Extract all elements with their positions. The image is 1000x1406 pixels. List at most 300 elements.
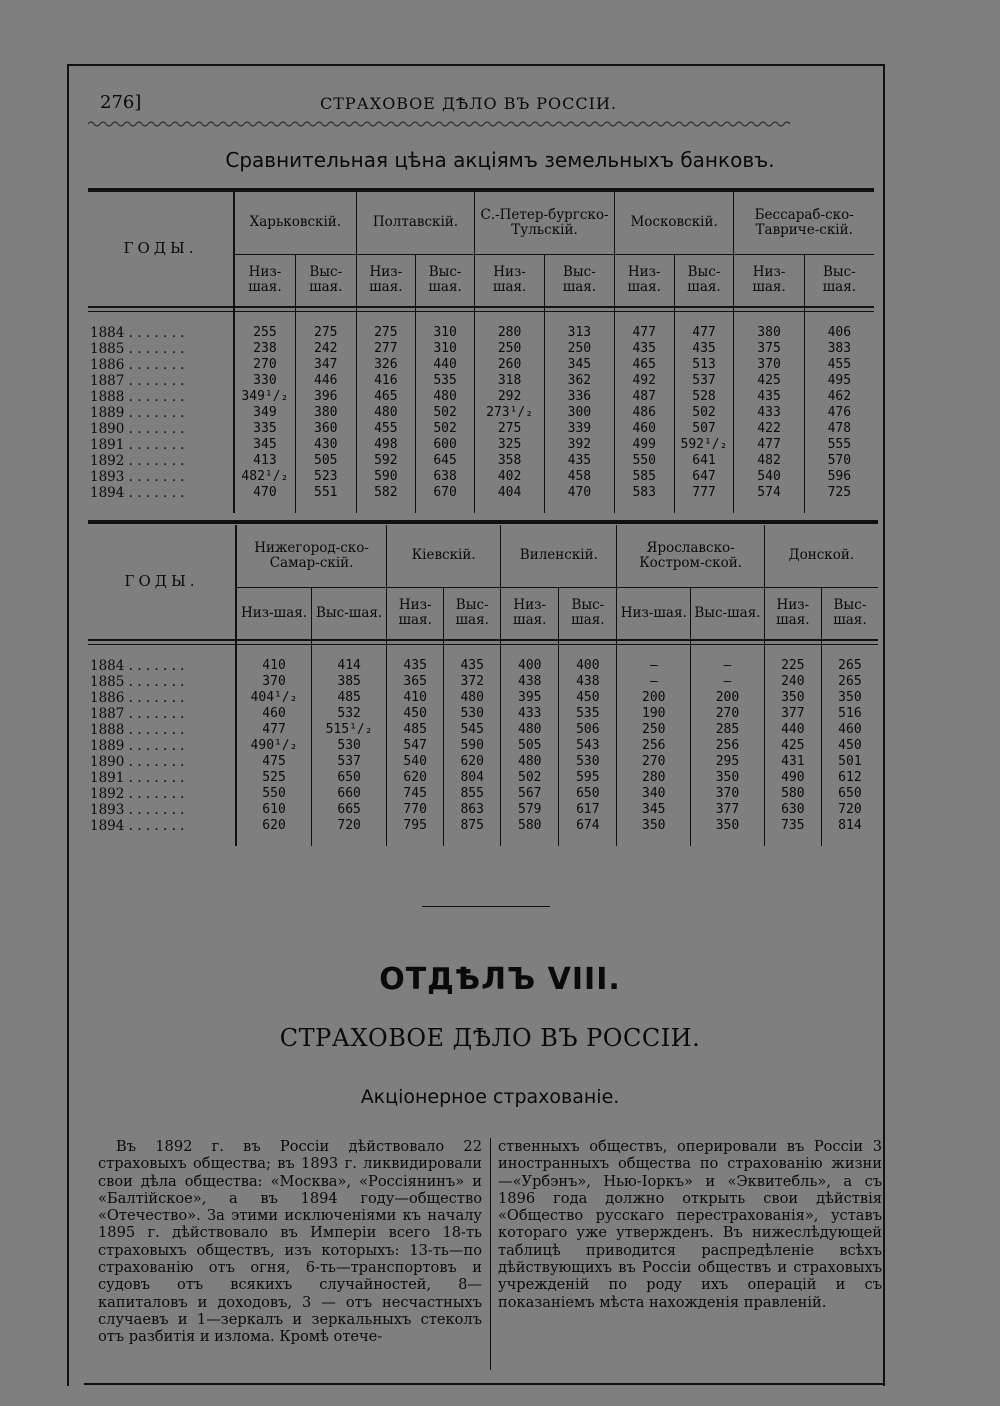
price-cell: 477 <box>236 722 312 738</box>
year-label: 1893 <box>90 468 125 485</box>
price-cell: 350 <box>691 818 765 834</box>
bank-header: Полтавскій. <box>356 192 475 254</box>
price-cell: 435 <box>674 341 734 357</box>
price-cell: 350 <box>838 689 862 705</box>
year-cell <box>88 341 234 357</box>
price-cell: 490 <box>764 770 821 786</box>
year-label: 1890 <box>90 420 125 437</box>
column-divider <box>490 1138 491 1370</box>
price-cell: 380 <box>734 325 804 341</box>
years-header: ГОДЫ. <box>88 525 236 639</box>
table-row <box>88 437 874 453</box>
price-cell: 438 <box>501 674 559 690</box>
price-cell: 200 <box>691 690 765 706</box>
price-cell: 515¹/₂ <box>312 722 387 738</box>
price-cell: 580 <box>501 818 559 834</box>
leader-dots: . . . . . . . <box>124 801 185 818</box>
table-row <box>88 485 874 501</box>
table-row <box>88 469 874 485</box>
price-cell: 777 <box>674 485 734 501</box>
price-cell: 270 <box>691 706 765 722</box>
price-cell: 350 <box>764 690 821 706</box>
table-row <box>88 325 874 341</box>
table-row <box>88 818 878 834</box>
year-cell <box>88 802 236 818</box>
price-cell: — <box>617 658 691 674</box>
price-cell: 438 <box>559 674 617 690</box>
year-label: 1887 <box>90 705 125 722</box>
year-label: 1887 <box>90 372 125 389</box>
price-cell: 435 <box>544 453 614 469</box>
price-cell: 537 <box>312 754 387 770</box>
leader-dots: . . . . . . . <box>124 484 185 501</box>
price-cell: 477 <box>674 325 734 341</box>
year-cell <box>88 754 236 770</box>
year-cell <box>88 405 234 421</box>
year-label: 1889 <box>90 737 125 754</box>
high-header: Выс-шая. <box>312 587 387 639</box>
price-cell: 350 <box>617 818 691 834</box>
price-cell: 250 <box>475 341 545 357</box>
price-cell: 404¹/₂ <box>236 690 312 706</box>
leader-dots: . . . . . . . <box>124 372 185 389</box>
bank-header: Бессараб-ско-Тавриче-скій. <box>734 192 874 254</box>
price-cell: 551 <box>295 485 356 501</box>
table1-double-rule <box>88 307 874 312</box>
price-cell: 431 <box>764 754 821 770</box>
table-row <box>88 674 878 690</box>
table-row <box>88 341 874 357</box>
price-cell: 300 <box>544 405 614 421</box>
price-cell: 365 <box>387 674 444 690</box>
spacer-row <box>88 501 874 513</box>
year-cell <box>88 325 234 341</box>
leader-dots: . . . . . . . <box>124 356 185 373</box>
price-cell: 486 <box>614 405 674 421</box>
price-cell: 440 <box>764 722 821 738</box>
price-cell: 347 <box>295 357 356 373</box>
price-cell: 455 <box>356 421 415 437</box>
price-cell: 310 <box>415 325 474 341</box>
leader-dots: . . . . . . . <box>124 673 185 690</box>
price-cell: 875 <box>444 818 501 834</box>
table-title: Сравнительная цѣна акціямъ земельныхъ банковъ. <box>225 148 775 172</box>
price-cell: 256 <box>691 738 765 754</box>
price-cell: 318 <box>475 373 545 389</box>
bank-header: Виленскій. <box>501 525 617 587</box>
price-cell: 238 <box>234 341 295 357</box>
price-cell: 422 <box>734 421 804 437</box>
price-cell: 532 <box>312 706 387 722</box>
price-cell: 480 <box>356 405 415 421</box>
price-cell: 545 <box>444 722 501 738</box>
price-cell: 482¹/₂ <box>234 469 295 485</box>
low-header: Низ-шая. <box>234 254 295 306</box>
price-cell: 590 <box>356 469 415 485</box>
price-cell: 255 <box>234 325 295 341</box>
price-cell: 638 <box>415 469 474 485</box>
price-cell: 362 <box>544 373 614 389</box>
price-cell: 482 <box>734 453 804 469</box>
price-cell: 277 <box>356 341 415 357</box>
bank-header: Донской. <box>764 525 878 587</box>
price-cell: 402 <box>475 469 545 485</box>
price-cell: 396 <box>295 389 356 405</box>
price-cell: 275 <box>475 421 545 437</box>
price-cell: 470 <box>234 485 295 501</box>
price-cell: 383 <box>827 340 852 356</box>
low-header: Низ-шая. <box>387 587 444 639</box>
table-row <box>88 690 878 706</box>
bottom-rule <box>84 1383 884 1385</box>
price-cell: 535 <box>559 706 617 722</box>
price-cell: 413 <box>234 453 295 469</box>
price-cell: — <box>617 674 691 690</box>
price-cell: 345 <box>234 437 295 453</box>
price-cell: 505 <box>501 738 559 754</box>
price-cell: 256 <box>617 738 691 754</box>
price-cell: 370 <box>236 674 312 690</box>
year-cell <box>88 389 234 405</box>
price-cell: 620 <box>236 818 312 834</box>
price-cell: 460 <box>614 421 674 437</box>
price-cell: 433 <box>734 405 804 421</box>
price-cell: 795 <box>387 818 444 834</box>
price-cell: 582 <box>356 485 415 501</box>
price-cell: 310 <box>415 341 474 357</box>
high-header: Выс-шая. <box>415 254 474 306</box>
price-cell: 537 <box>674 373 734 389</box>
year-cell <box>88 786 236 802</box>
price-cell: 400 <box>501 658 559 674</box>
price-cell: 814 <box>838 817 862 833</box>
high-header: Выс-шая. <box>821 587 878 639</box>
price-cell: 579 <box>501 802 559 818</box>
price-cell: 275 <box>295 325 356 341</box>
price-cell: 339 <box>544 421 614 437</box>
price-cell: 273¹/₂ <box>475 405 545 421</box>
high-header: Выс-шая. <box>674 254 734 306</box>
price-cell: 485 <box>387 722 444 738</box>
price-cell: 410 <box>387 690 444 706</box>
price-cell: 550 <box>614 453 674 469</box>
price-cell: 505 <box>295 453 356 469</box>
leader-dots: . . . . . . . <box>124 721 185 738</box>
price-cell: 480 <box>415 389 474 405</box>
table-row <box>88 706 878 722</box>
price-cell: 550 <box>236 786 312 802</box>
low-header: Низ-шая. <box>236 587 312 639</box>
price-cell: 480 <box>444 690 501 706</box>
price-cell: 555 <box>827 436 852 452</box>
price-cell: 528 <box>674 389 734 405</box>
price-cell: 665 <box>312 802 387 818</box>
price-cell: 612 <box>838 769 862 785</box>
high-header: Выс-шая. <box>804 254 874 306</box>
price-cell: 292 <box>475 389 545 405</box>
price-cell: 360 <box>295 421 356 437</box>
price-cell: 596 <box>827 468 852 484</box>
price-cell: 410 <box>236 658 312 674</box>
price-cell: 450 <box>387 706 444 722</box>
price-cell: 590 <box>444 738 501 754</box>
leader-dots: . . . . . . . <box>124 817 185 834</box>
year-label: 1891 <box>90 769 125 786</box>
price-cell: 501 <box>838 753 862 769</box>
price-cell: 507 <box>674 421 734 437</box>
table-row <box>88 802 878 818</box>
price-cell: 592¹/₂ <box>674 437 734 453</box>
price-cell: 492 <box>614 373 674 389</box>
price-cell: 725 <box>827 484 852 500</box>
price-cell: 345 <box>617 802 691 818</box>
leader-dots: . . . . . . . <box>124 324 185 341</box>
price-cell: 600 <box>415 437 474 453</box>
table-row <box>88 738 878 754</box>
price-cell: 465 <box>614 357 674 373</box>
section-subtitle: СТРАХОВОЕ ДѢЛО ВЪ РОССІИ. <box>279 1024 701 1052</box>
bank-header: Харьковскій. <box>234 192 356 254</box>
year-cell <box>88 738 236 754</box>
price-cell: 477 <box>734 437 804 453</box>
price-cell: 336 <box>544 389 614 405</box>
leader-dots: . . . . . . . <box>124 753 185 770</box>
price-cell: 490¹/₂ <box>236 738 312 754</box>
price-cell: 242 <box>295 341 356 357</box>
leader-dots: . . . . . . . <box>124 785 185 802</box>
price-cell: 595 <box>559 770 617 786</box>
year-label: 1888 <box>90 721 125 738</box>
price-cell: 435 <box>734 389 804 405</box>
price-cell: 350 <box>691 770 765 786</box>
price-cell: 425 <box>764 738 821 754</box>
price-cell: 580 <box>764 786 821 802</box>
running-head <box>100 92 870 120</box>
price-cell: 250 <box>617 722 691 738</box>
price-cell: 385 <box>312 674 387 690</box>
price-cell: 547 <box>387 738 444 754</box>
leader-dots: . . . . . . . <box>124 436 185 453</box>
price-cell: 735 <box>764 818 821 834</box>
low-header: Низ-шая. <box>614 254 674 306</box>
price-cell: 425 <box>734 373 804 389</box>
price-cell: 295 <box>691 754 765 770</box>
price-cell: 325 <box>475 437 545 453</box>
price-cell: 540 <box>387 754 444 770</box>
table2 <box>88 525 878 846</box>
year-label: 1885 <box>90 340 125 357</box>
high-header: Выс-шая. <box>444 587 501 639</box>
price-cell: 617 <box>559 802 617 818</box>
price-cell: 377 <box>691 802 765 818</box>
table1 <box>88 192 874 513</box>
price-cell: 535 <box>415 373 474 389</box>
price-cell: 620 <box>387 770 444 786</box>
price-cell: 345 <box>544 357 614 373</box>
year-cell <box>88 437 234 453</box>
page-number: 276] <box>100 92 142 113</box>
year-cell <box>88 658 236 674</box>
text-column-left: Въ 1892 г. въ Россіи дѣйствовало 22 страховыхъ общества; въ 1893 г. ликвидировали свои дѣла общества: «Москва», «Россіянинъ» и «Балтійское», а въ 1894 году—общество «Отечество». За этими исключеніями къ началу 1895 г. дѣйствовало въ Имперіи всего 18-ть страховыхъ обществъ, изъ которыхъ: 13-ть—по страхованію отъ огня, 6-ть—транспортовъ и судовъ отъ всякихъ случайностей, 8—капиталовъ и доходовъ, 3 — отъ несчастныхъ случаевъ и 1—зеркалъ и зеркальныхъ стеколъ отъ разбитія и излома. Кромѣ отече- <box>98 1138 482 1346</box>
price-cell: 250 <box>544 341 614 357</box>
price-cell: 567 <box>501 786 559 802</box>
price-cell: 270 <box>617 754 691 770</box>
leader-dots: . . . . . . . <box>124 705 185 722</box>
bank-header: Московскій. <box>614 192 734 254</box>
price-cell: 523 <box>295 469 356 485</box>
price-cell: 460 <box>236 706 312 722</box>
price-cell: 190 <box>617 706 691 722</box>
price-cell: 674 <box>559 818 617 834</box>
year-cell <box>88 674 236 690</box>
price-cell: 525 <box>236 770 312 786</box>
low-header: Низ-шая. <box>501 587 559 639</box>
price-cell: 240 <box>764 674 821 690</box>
price-cell: 513 <box>674 357 734 373</box>
table-row <box>88 389 874 405</box>
price-cell: 372 <box>444 674 501 690</box>
high-header: Выс-шая. <box>295 254 356 306</box>
table-row <box>88 786 878 802</box>
price-cell: 404 <box>475 485 545 501</box>
high-header: Выс-шая. <box>691 587 765 639</box>
bank-header: Кіевскій. <box>387 525 501 587</box>
high-header: Выс-шая. <box>544 254 614 306</box>
price-cell: 630 <box>764 802 821 818</box>
years-header: ГОДЫ. <box>88 192 234 306</box>
year-label: 1890 <box>90 753 125 770</box>
table-row <box>88 658 878 674</box>
year-label: 1885 <box>90 673 125 690</box>
price-cell: 460 <box>838 721 862 737</box>
table-row <box>88 421 874 437</box>
price-cell: 446 <box>295 373 356 389</box>
price-cell: 855 <box>444 786 501 802</box>
year-label: 1891 <box>90 436 125 453</box>
price-cell: 392 <box>544 437 614 453</box>
year-label: 1894 <box>90 484 125 501</box>
price-cell: 370 <box>734 357 804 373</box>
price-cell: — <box>691 658 765 674</box>
price-cell: 574 <box>734 485 804 501</box>
price-cell: 450 <box>559 690 617 706</box>
section-subheading: Акціонерное страхованіе. <box>360 1086 620 1108</box>
price-cell: 530 <box>312 738 387 754</box>
price-cell: 543 <box>559 738 617 754</box>
price-cell: 470 <box>544 485 614 501</box>
year-cell <box>88 485 234 501</box>
year-cell <box>88 690 236 706</box>
price-cell: 400 <box>559 658 617 674</box>
price-cell: 476 <box>827 404 852 420</box>
leader-dots: . . . . . . . <box>124 657 185 674</box>
bank-header: Нижегород-ско-Самар-скій. <box>236 525 387 587</box>
leader-dots: . . . . . . . <box>124 420 185 437</box>
year-label: 1889 <box>90 404 125 421</box>
price-cell: 502 <box>415 421 474 437</box>
year-label: 1886 <box>90 689 125 706</box>
bank-header: С.-Петер-бургско-Тульскій. <box>475 192 615 254</box>
table-row <box>88 373 874 389</box>
price-cell: 863 <box>444 802 501 818</box>
price-cell: 585 <box>614 469 674 485</box>
price-cell: 462 <box>827 388 852 404</box>
price-cell: 430 <box>295 437 356 453</box>
price-cell: 285 <box>691 722 765 738</box>
year-label: 1884 <box>90 324 125 341</box>
price-cell: 530 <box>444 706 501 722</box>
leader-dots: . . . . . . . <box>124 388 185 405</box>
year-cell <box>88 373 234 389</box>
price-cell: 770 <box>387 802 444 818</box>
price-cell: 455 <box>827 356 852 372</box>
price-cell: 498 <box>356 437 415 453</box>
year-cell <box>88 453 234 469</box>
leader-dots: . . . . . . . <box>124 689 185 706</box>
year-label: 1893 <box>90 801 125 818</box>
year-cell <box>88 469 234 485</box>
year-label: 1886 <box>90 356 125 373</box>
price-cell: 610 <box>236 802 312 818</box>
price-cell: 458 <box>544 469 614 485</box>
leader-dots: . . . . . . . <box>124 452 185 469</box>
table-row <box>88 453 874 469</box>
year-label: 1892 <box>90 785 125 802</box>
year-cell <box>88 818 236 834</box>
price-cell: 645 <box>415 453 474 469</box>
wavy-rule <box>88 117 868 131</box>
price-cell: 540 <box>734 469 804 485</box>
price-cell: 495 <box>827 372 852 388</box>
price-cell: 275 <box>356 325 415 341</box>
low-header: Низ-шая. <box>617 587 691 639</box>
price-cell: 395 <box>501 690 559 706</box>
price-cell: 440 <box>415 357 474 373</box>
year-label: 1884 <box>90 657 125 674</box>
price-cell: 380 <box>295 405 356 421</box>
year-cell <box>88 722 236 738</box>
price-cell: 641 <box>674 453 734 469</box>
high-header: Выс-шая. <box>559 587 617 639</box>
price-cell: 720 <box>312 818 387 834</box>
price-cell: — <box>691 674 765 690</box>
price-cell: 280 <box>617 770 691 786</box>
price-cell: 620 <box>444 754 501 770</box>
price-cell: 377 <box>764 706 821 722</box>
year-label: 1888 <box>90 388 125 405</box>
price-cell: 745 <box>387 786 444 802</box>
price-cell: 480 <box>501 754 559 770</box>
price-cell: 450 <box>838 737 862 753</box>
year-cell <box>88 770 236 786</box>
table-row <box>88 754 878 770</box>
price-cell: 313 <box>544 325 614 341</box>
section-title: ОТДѢЛЪ VIII. <box>379 962 621 997</box>
year-cell <box>88 421 234 437</box>
year-label: 1892 <box>90 452 125 469</box>
price-cell: 650 <box>312 770 387 786</box>
price-cell: 406 <box>827 324 852 340</box>
table2-body <box>88 639 878 846</box>
price-cell: 477 <box>614 325 674 341</box>
price-cell: 570 <box>827 452 852 468</box>
price-cell: 416 <box>356 373 415 389</box>
year-cell <box>88 706 236 722</box>
price-cell: 370 <box>691 786 765 802</box>
price-cell: 499 <box>614 437 674 453</box>
price-cell: 506 <box>559 722 617 738</box>
price-cell: 465 <box>356 389 415 405</box>
